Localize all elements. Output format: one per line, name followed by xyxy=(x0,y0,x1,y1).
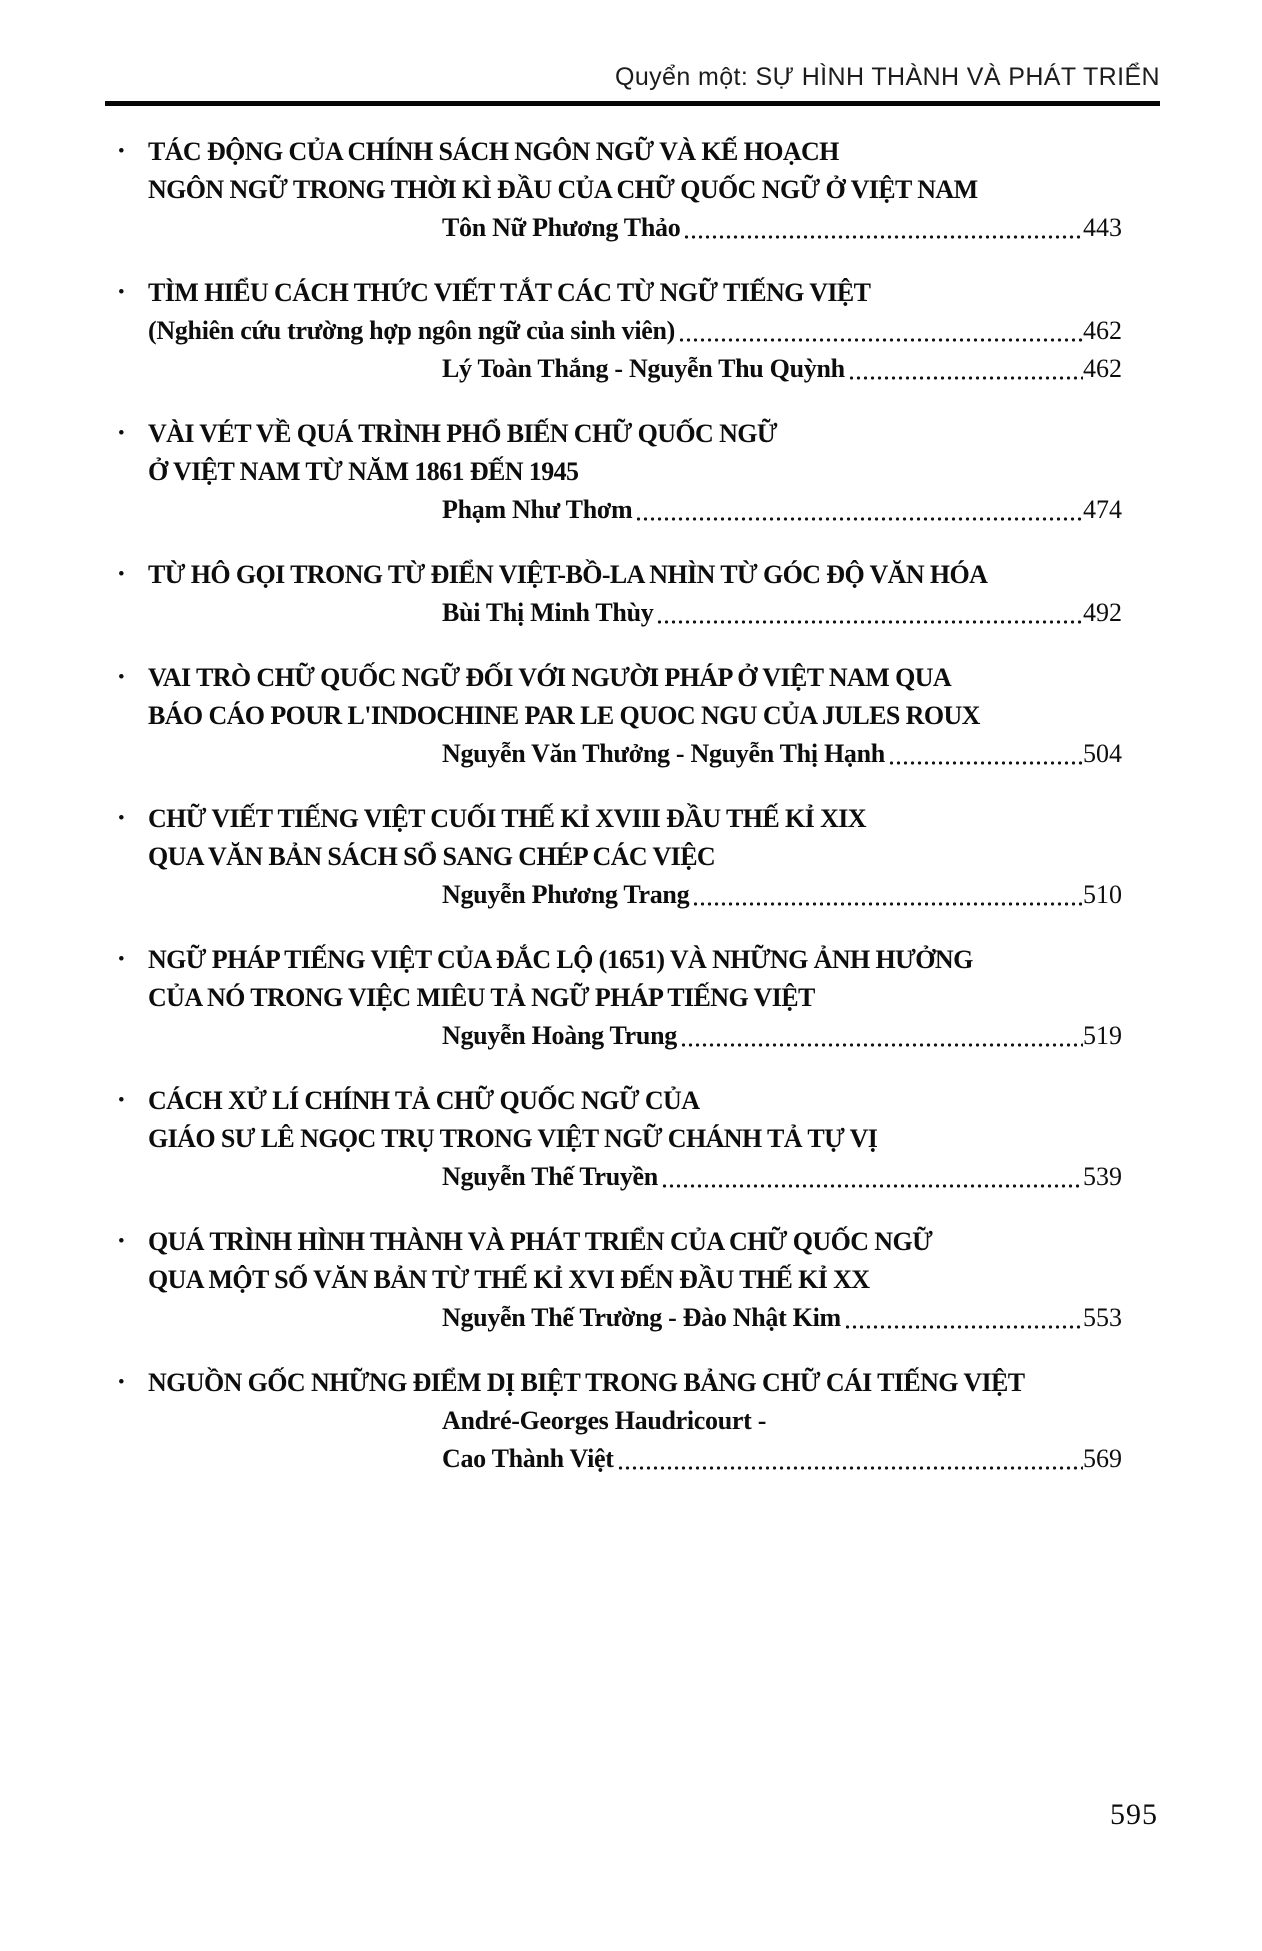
toc-entry xyxy=(105,1082,1160,1196)
subtitle-text: (Nghiên cứu trường hợp ngôn ngữ của sinh viên) xyxy=(148,316,676,345)
bullet-icon: • xyxy=(118,564,125,585)
author-name: Tôn Nữ Phương Thảo xyxy=(442,213,681,242)
dot-leader xyxy=(888,735,1083,773)
bullet-icon: • xyxy=(118,808,125,829)
entry-content xyxy=(148,1223,1160,1337)
bullet-icon: • xyxy=(118,1231,125,1252)
author-row xyxy=(442,1440,1160,1478)
entry-content xyxy=(148,556,1160,632)
author-row xyxy=(442,1402,1160,1440)
page-number: 462 xyxy=(1083,316,1122,345)
author-row xyxy=(442,350,1160,388)
author-row xyxy=(442,594,1160,632)
entry-title-line: GIÁO SƯ LÊ NGỌC TRỤ TRONG VIỆT NGỮ CHÁNH TẢ TỰ VỊ xyxy=(148,1124,878,1153)
author-row xyxy=(442,735,1160,773)
header-rule xyxy=(105,101,1160,106)
dot-leader xyxy=(683,209,1083,247)
entry-title-line: Ở VIỆT NAM TỪ NĂM 1861 ĐẾN 1945 xyxy=(148,457,579,486)
toc-entry xyxy=(105,1364,1160,1478)
entry-title-line: QUA VĂN BẢN SÁCH SỔ SANG CHÉP CÁC VIỆC xyxy=(148,842,716,871)
author-name: Lý Toàn Thắng - Nguyễn Thu Quỳnh xyxy=(442,354,845,383)
page-number: 553 xyxy=(1083,1303,1122,1332)
dot-leader xyxy=(617,1440,1083,1478)
toc-entry xyxy=(105,800,1160,914)
page-number: 462 xyxy=(1083,354,1122,383)
entry-title-line: NGUỒN GỐC NHỮNG ĐIỂM DỊ BIỆT TRONG BẢNG CHỮ CÁI TIẾNG VIỆT xyxy=(148,1368,1025,1397)
entry-title-line: CỦA NÓ TRONG VIỆC MIÊU TẢ NGỮ PHÁP TIẾNG VIỆT xyxy=(148,983,815,1012)
toc-list xyxy=(105,133,1160,1478)
toc-entry xyxy=(105,415,1160,529)
dot-leader xyxy=(656,594,1083,632)
bullet-icon: • xyxy=(118,141,125,162)
entry-title-line: NGỮ PHÁP TIẾNG VIỆT CỦA ĐẮC LỘ (1651) VÀ NHỮNG ẢNH HƯỞNG xyxy=(148,945,973,974)
author-row xyxy=(442,1017,1160,1055)
bullet-icon: • xyxy=(118,423,125,444)
entry-title-line: VAI TRÒ CHỮ QUỐC NGỮ ĐỐI VỚI NGƯỜI PHÁP Ở VIỆT NAM QUA xyxy=(148,663,952,692)
page-number: 492 xyxy=(1083,598,1122,627)
bullet-icon: • xyxy=(118,1090,125,1111)
entry-title-line: TÁC ĐỘNG CỦA CHÍNH SÁCH NGÔN NGỮ VÀ KẾ HOẠCH xyxy=(148,137,839,166)
entry-title-line: QUÁ TRÌNH HÌNH THÀNH VÀ PHÁT TRIỂN CỦA CHỮ QUỐC NGỮ xyxy=(148,1227,933,1256)
dot-leader xyxy=(635,491,1083,529)
bullet-icon: • xyxy=(118,667,125,688)
toc-entry xyxy=(105,133,1160,247)
author-row xyxy=(442,876,1160,914)
page-number: 519 xyxy=(1083,1021,1122,1050)
entry-content xyxy=(148,659,1160,773)
toc-entry xyxy=(105,556,1160,632)
entry-title-line: TÌM HIỂU CÁCH THỨC VIẾT TẮT CÁC TỪ NGỮ TIẾNG VIỆT xyxy=(148,278,871,307)
bullet-icon: • xyxy=(118,1372,125,1393)
author-name: Nguyễn Phương Trang xyxy=(442,880,690,909)
entry-content xyxy=(148,941,1160,1055)
author-name: Nguyễn Thế Trường - Đào Nhật Kim xyxy=(442,1303,841,1332)
entry-content xyxy=(148,1364,1160,1478)
entry-title-line: QUA MỘT SỐ VĂN BẢN TỪ THẾ KỈ XVI ĐẾN ĐẦU THẾ KỈ XX xyxy=(148,1265,870,1294)
author-row xyxy=(442,491,1160,529)
author-row xyxy=(442,1299,1160,1337)
entry-content xyxy=(148,133,1160,247)
page-number: 443 xyxy=(1083,213,1122,242)
page-number: 510 xyxy=(1083,880,1122,909)
author-name: Cao Thành Việt xyxy=(442,1444,614,1473)
author-name: Bùi Thị Minh Thùy xyxy=(442,598,654,627)
entry-title-line: BÁO CÁO POUR L'INDOCHINE PAR LE QUOC NGU CỦA JULES ROUX xyxy=(148,701,980,730)
entry-title-line: CÁCH XỬ LÍ CHÍNH TẢ CHỮ QUỐC NGỮ CỦA xyxy=(148,1086,700,1115)
entry-content xyxy=(148,415,1160,529)
book-page xyxy=(0,62,1262,1951)
author-row xyxy=(442,1158,1160,1196)
page-content xyxy=(0,62,1262,1478)
author-name: André-Georges Haudricourt - xyxy=(442,1406,767,1435)
dot-leader xyxy=(848,350,1083,388)
entry-title-line: NGÔN NGỮ TRONG THỜI KÌ ĐẦU CỦA CHỮ QUỐC NGỮ Ở VIỆT NAM xyxy=(148,175,978,204)
entry-title-line: VÀI VÉT VỀ QUÁ TRÌNH PHỔ BIẾN CHỮ QUỐC NGỮ xyxy=(148,419,777,448)
author-name: Nguyễn Văn Thưởng - Nguyễn Thị Hạnh xyxy=(442,739,885,768)
page-number: 539 xyxy=(1083,1162,1122,1191)
author-name: Nguyễn Thế Truyền xyxy=(442,1162,658,1191)
entry-title-line: CHỮ VIẾT TIẾNG VIỆT CUỐI THẾ KỈ XVIII ĐẦU THẾ KỈ XIX xyxy=(148,804,866,833)
subtitle-row xyxy=(148,312,1160,350)
bullet-icon: • xyxy=(118,949,125,970)
dot-leader xyxy=(680,1017,1083,1055)
footer-page-number: 595 xyxy=(1110,1798,1158,1831)
toc-entry xyxy=(105,941,1160,1055)
author-name: Nguyễn Hoàng Trung xyxy=(442,1021,677,1050)
bullet-icon: • xyxy=(118,282,125,303)
toc-entry xyxy=(105,1223,1160,1337)
page-number: 474 xyxy=(1083,495,1122,524)
page-number: 504 xyxy=(1083,739,1122,768)
dot-leader xyxy=(692,876,1083,914)
entry-content xyxy=(148,1082,1160,1196)
toc-entry xyxy=(105,659,1160,773)
dot-leader xyxy=(678,312,1083,350)
entry-title-line: TỪ HÔ GỌI TRONG TỪ ĐIỂN VIỆT-BỒ-LA NHÌN TỪ GÓC ĐỘ VĂN HÓA xyxy=(148,560,988,589)
page-number: 569 xyxy=(1083,1444,1122,1473)
author-row xyxy=(442,209,1160,247)
author-name: Phạm Như Thơm xyxy=(442,495,633,524)
toc-entry xyxy=(105,274,1160,388)
dot-leader xyxy=(844,1299,1083,1337)
entry-content xyxy=(148,800,1160,914)
dot-leader xyxy=(661,1158,1083,1196)
entry-content xyxy=(148,274,1160,388)
running-header: Quyển một: SỰ HÌNH THÀNH VÀ PHÁT TRIỂN xyxy=(614,63,1160,91)
